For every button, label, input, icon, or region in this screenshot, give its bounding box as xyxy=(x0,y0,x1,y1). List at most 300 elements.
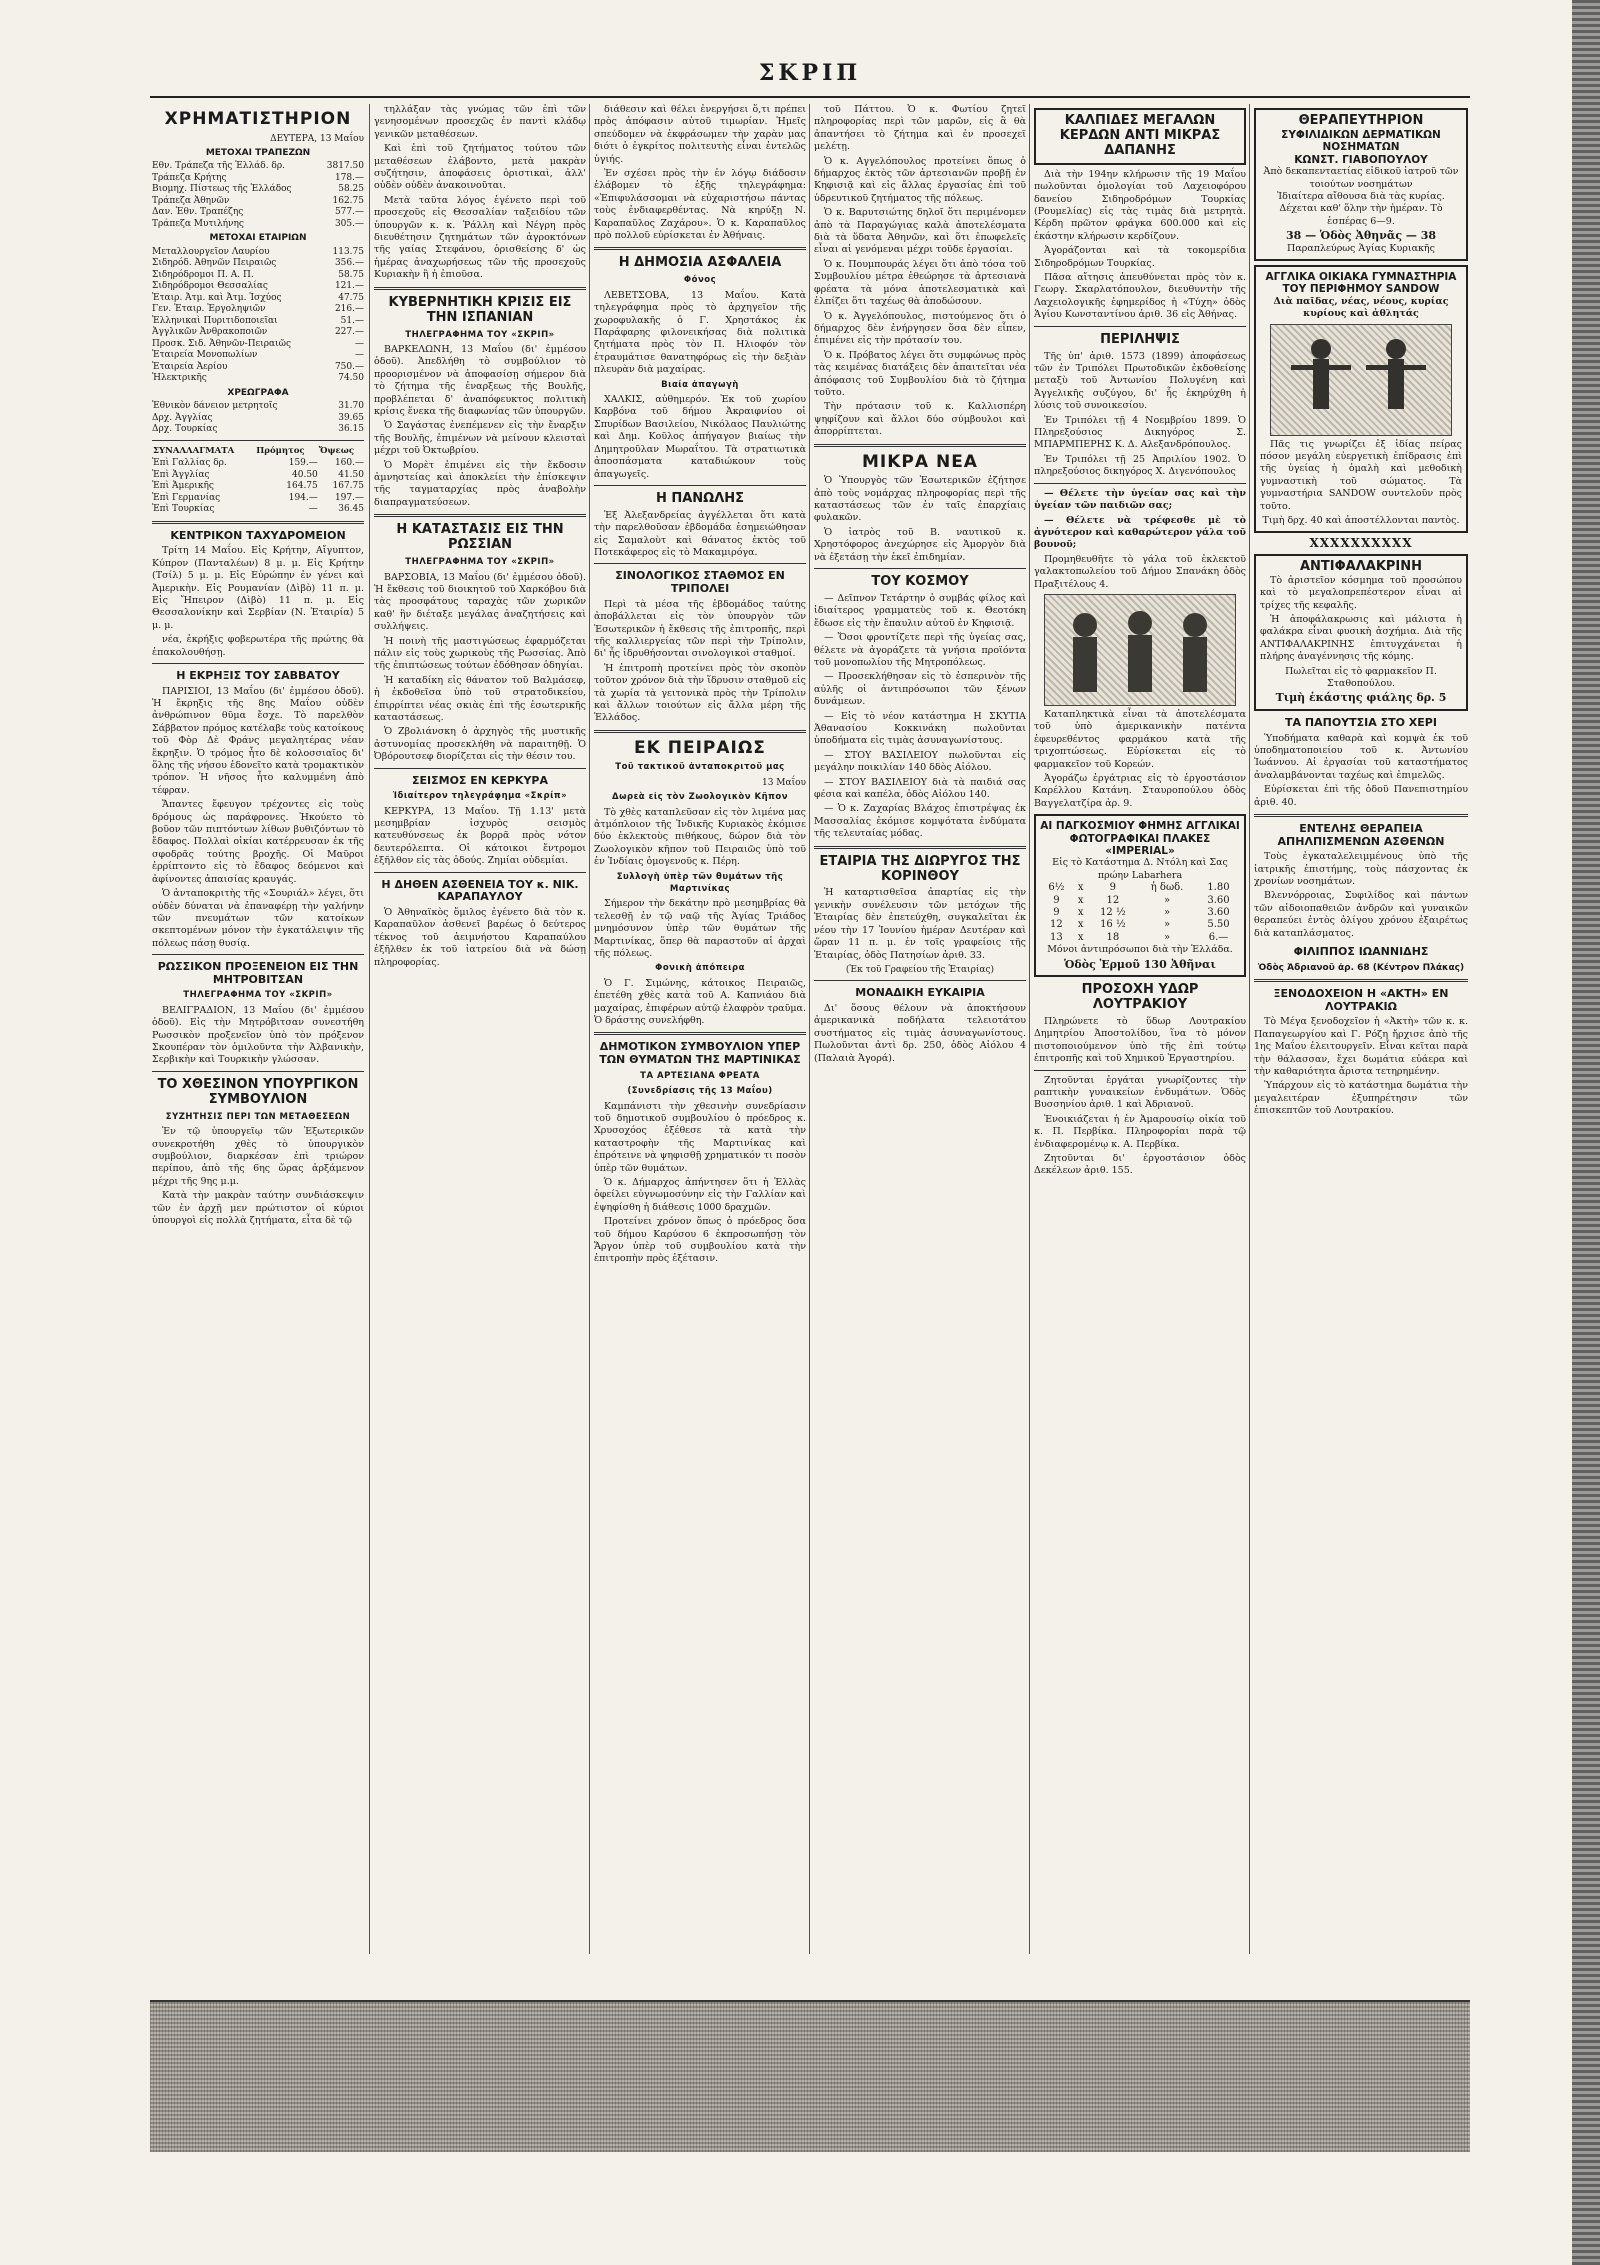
stock-date: ΔΕΥΤΕΡΑ, 13 Μαΐου xyxy=(270,133,364,144)
row-value: 178.— xyxy=(334,172,364,183)
hair-tonic-illustration xyxy=(1044,594,1236,706)
post-office-heading: ΚΕΝΤΡΙΚΟΝ ΤΑΧΥΔΡΟΜΕΙΟΝ xyxy=(170,528,346,542)
cell: 13 xyxy=(1050,931,1063,943)
divider xyxy=(594,485,806,486)
gymnastics-ad xyxy=(1254,265,1468,533)
article-paragraph: Ὁ ἀνταποκριτὴς τῆς «Σουριάλ» λέγει, ὅτι οὐδὲν δύναται νὰ ἐπαναφέρῃ τὴν γαλήνην τῶν πνευμάτων τῶν κατοίκων σκεπτομένων μόνον τὴν ἐγκατάλειψιν τῆς πόλεως πάσῃ θυσίᾳ. xyxy=(152,888,364,949)
ad-paragraph: Πληρώνετε τὸ ὕδωρ Λουτρακίου Δημητρίου Ἀποστολίδου, ἵνα τὸ μόνον πιστοποιούμενον ὑπὸ τῆς ἐπὶ τούτῳ ἐπιτροπῆς καὶ τοῦ Χημικοῦ Ἐργαστηρίου. xyxy=(1034,1015,1246,1065)
article-heading: ΜΟΝΑΔΙΚΗ ΕΥΚΑΙΡΙΑ xyxy=(855,986,985,1000)
article-paragraph: Ὁ Ζβολιάνσκη ὁ ἀρχηγὸς τῆς μυστικῆς ἀστυνομίας προσεκλήθη νὰ παραιτηθῇ. Ὁ Ὀβόρουτσεφ διορίζεται εἰς τὴν θέσιν του. xyxy=(374,726,586,763)
article-paragraph: Ὁ κ. Δήμαρχος ἀπήντησεν ὅτι ἡ Ἑλλὰς ὀφείλει εὐγνωμοσύνην εἰς τὴν Γαλλίαν καὶ ἐψηφίσθη ἡ διάθεσις 1000 δραχμῶν. xyxy=(594,1177,806,1213)
row-value: 58.25 xyxy=(338,184,364,195)
table-row xyxy=(152,458,364,470)
article-paragraph: Καὶ ἐπὶ τοῦ ζητήματος τούτου τῶν μεταθέσεων ἐλάβοντο, μετὰ μακρὰν συζήτησιν, ἀποφάσεις ὁριστικαὶ, ἀλλ' οὐδὲν οὐδὲν ἀνακοινοῦται. xyxy=(374,143,586,192)
row-value: 74.50 xyxy=(338,373,364,384)
column-2 xyxy=(374,104,586,1954)
ad-paragraph: Ἐνοικιάζεται ἡ ἐν Ἀμαρουσίῳ οἰκία τοῦ κ. Π. Περβίκα. Πληροφορίαι παρὰ τῷ ἐνδιαφερομένῳ κ. Α. Περβίκα. xyxy=(1034,1113,1246,1150)
cell: 12 xyxy=(1050,919,1063,931)
divider xyxy=(374,287,586,290)
ad-paragraph: Μόνοι ἀντιπρόσωποι διὰ τὴν Ἑλλάδα. xyxy=(1047,944,1233,956)
article-paragraph: Ὁ Μορὲτ ἐπιμένει εἰς τὴν ἔκδοσιν ἀμνηστείας καὶ ἀποκλείει τὴν ἐπίσκεψιν τῆς ταγματαρχίας πρὸς ἀναβολὴν διαπραγματεύσεων. xyxy=(374,459,586,508)
ad-subtitle: ΣΥΦΙΛΙΔΙΚΩΝ ΔΕΡΜΑΤΙΚΩΝ ΝΟΣΗΜΑΤΩΝ xyxy=(1281,128,1441,154)
column-4 xyxy=(814,104,1026,1954)
company-shares-table xyxy=(152,247,364,385)
ad-paragraph: Ζητοῦνται δι' ἐργοστάσιον ὁδὸς Δεκέλεων ἀριθ. 155. xyxy=(1034,1153,1246,1177)
divider xyxy=(152,440,364,441)
table-row xyxy=(152,281,364,293)
article-heading: ΠΡΟΣΟΧΗ ΥΔΩΡ ΛΟΥΤΡΑΚΙΟΥ xyxy=(1081,982,1199,1012)
ad-paragraph: Πᾶσα αἴτησις ἀπευθύνεται πρὸς τὸν κ. Γεωργ. Σκαρλατόπουλον, διευθυντὴν τῆς Λαχειολογικῆς ἐφημερίδος ἡ «Τύχη» ὁδὸς Ἁγίου Κωνσταντίνου ἀριθ. 36 εἰς Ἀθήνας. xyxy=(1034,272,1246,321)
article-paragraph: — ΣΤΟΥ ΒΑΣΙΛΕΙΟΥ πωλοῦνται εἰς μεγάλην ποικιλίαν 140 δδὸς Αἰόλου. xyxy=(814,749,1026,774)
ad-paragraph: Ὑπάρχουν εἰς τὸ κατάστημα δωμάτια τὴν μεγαλειτέραν ἐξυπηρέτησιν τῶν ἐπισκεπτῶν τοῦ Λουτρακίου. xyxy=(1254,1080,1468,1117)
row-label: Βιομηχ. Πίστεως τῆς Ἑλλάδος xyxy=(152,184,292,195)
article-paragraph: ΠΑΡΙΣΙΟΙ, 13 Μαΐου (δι' ἐμμέσου ὁδοῦ). Ἡ ἔκρηξις τῆς 8ης Μαΐου οὐδὲν ἀνθρώπινον θῦμα ἔσχε. Τὸ παρελθὸν Σάββατον πρόμος κατέλαβε τοὺς κατοίκους τοῦ Φὸρ Δὲ Φράνς μεγαλητέρας νέαν ἔκρηξιν. Ὁ τρόμος ἦτο δὲ κολοσσιαῖος δι' ὅλης τῆς νήσου ἐδονεῖτο κατὰ τρομακτικὸν τρόπον. Ἡ νῆσος ἦτο καλυμμένη ἀπὸ τέφραν. xyxy=(152,685,364,796)
ad-paragraph: — Θέλετε νὰ τρέφεσθε μὲ τὸ ἀγνότερον καὶ καθαρώτερον γάλα τοῦ βουνοῦ; xyxy=(1034,514,1246,551)
article-paragraph: — Ὅσοι φροντίζετε περὶ τῆς ὑγείας σας, θέλετε νὰ ἀγοράζετε τὰ γνήσια προϊόντα τοῦ μονοπωλίου τῆς Μητροπόλεως. xyxy=(814,632,1026,668)
article-paragraph: τηλλάξαν τὰς γνώμας τῶν ἐπὶ τῶν γενησομένων προσεχῶς ἐν παντὶ κλάδῳ γενικῶν μεταθέσεων. xyxy=(374,104,586,140)
cell: 12 xyxy=(1106,894,1120,906)
table-row xyxy=(152,481,364,493)
article-heading: ΤΟ ΧΘΕΣΙΝΟΝ ΥΠΟΥΡΓΙΚΟΝ ΣΥΜΒΟΥΛΙΟΝ xyxy=(157,1076,359,1107)
article-paragraph: ΒΑΡΣΟΒΙΑ, 13 Μαΐου (δι' ἐμμέσου ὁδοῦ). Ἡ ἔκθεσις τοῦ διοικητοῦ τοῦ Χαρκόβου διὰ τὰς προσφάτους ταραχὰς τῶν χωρικῶν καθ' ἣν διέταξε μεγάλας ἀναζητήσεις καὶ συλλήψεις. xyxy=(374,571,586,633)
table-row xyxy=(152,304,364,316)
fx-col-head: Ὄψεως xyxy=(318,445,354,456)
row-value: 113.75 xyxy=(332,246,364,257)
article-heading: ΜΙΚΡΑ ΝΕΑ xyxy=(862,451,978,472)
column-rule xyxy=(809,104,810,1954)
table-row xyxy=(152,493,364,505)
column-rule xyxy=(1029,104,1030,1954)
ad-name: ΚΩΝΣΤ. ΓΙΑΒΟΠΟΥΛΟΥ xyxy=(1294,153,1428,166)
row-label: Ἐπὶ Γερμανίας xyxy=(152,492,221,503)
article-heading: ΠΕΡΙΛΗΨΙΣ xyxy=(1100,331,1180,347)
row-value: 40.50 xyxy=(292,469,318,480)
table-row xyxy=(1040,907,1240,919)
column-1 xyxy=(152,104,364,1954)
divider xyxy=(374,768,586,769)
column-rule xyxy=(369,104,370,1954)
ad-paragraph: Ἀπὸ δεκαπενταετίας εἰδικοῦ ἰατροῦ τῶν τοιούτων νοσημάτων xyxy=(1263,166,1459,190)
fx-col-head: Πρόμητος xyxy=(256,445,305,456)
illustration-figures xyxy=(1045,595,1235,705)
table-row xyxy=(152,196,364,208)
article-heading: ΣΙΝΟΛΟΓΙΚΟΣ ΣΤΑΘΜΟΣ ΕΝ ΤΡΙΠΟΛΕΙ xyxy=(615,569,785,596)
column-6 xyxy=(1254,104,1468,1954)
scan-noise-band xyxy=(150,2000,1470,2152)
article-paragraph: — Προσεκλήθησαν εἰς τὸ ἐσπερινὸν τῆς αὐλῆς οἱ ἀντιπρόσωποι τῶν ξένων δυνάμεων. xyxy=(814,671,1026,708)
article-heading: Η ΚΑΤΑΣΤΑΣΙΣ ΕΙΣ ΤΗΝ ΡΩΣΣΙΑΝ xyxy=(396,522,564,553)
row-value: 750.— xyxy=(334,361,364,372)
row-label: Σιδηρόδ. Ἀθηνῶν Πειραιῶς xyxy=(152,258,277,269)
cell: 9 xyxy=(1053,894,1060,906)
row-value: 159.— xyxy=(288,458,318,469)
ad-name: ΦΙΛΙΠΠΟΣ ΙΩΑΝΝΙΔΗΣ xyxy=(1293,945,1429,959)
article-paragraph: Ἡ καταρτισθεῖσα ἀπαρτίας εἰς τὴν γενικὴν συνέλευσιν τῶν μετόχων τῆς Ἑταιρίας δὲν ἐπετεύχθη, συγκαλεῖται ἐκ νέου τὴν 17 Ἰουνίου ἡμέραν Δευτέραν καὶ ὥραν 11 π. μ. ἐν τοῖς γραφείοις τῆς Ἑταιρίας, ὁδὸς Πατησίων ἀριθ. 33. xyxy=(814,887,1026,961)
article-heading: ΞΕΝΟΔΟΧΕΙΟΝ Η «ΑΚΤΗ» ΕΝ ΛΟΥΤΡΑΚΙΩ xyxy=(1273,987,1449,1013)
cell: 12 ½ xyxy=(1100,907,1126,919)
table-row xyxy=(152,362,364,374)
article-paragraph: τοῦ Πάττου. Ὁ κ. Φωτίου ζητεῖ πληροφορίας περὶ τῶν μαρῶν, εἰς ἃ θὰ ἀπαντήσει τὸ ζήτημα καὶ ἐν προσεχεῖ μελέτῃ. xyxy=(814,104,1026,153)
table-row xyxy=(1040,882,1240,894)
cell: 6.— xyxy=(1208,931,1229,943)
ad-paragraph: Ὑποδήματα καθαρὰ καὶ κομψὰ ἐκ τοῦ ὑποδηματοποιείου τοῦ κ. Ἀντωνίου Ἰωάννου. Αἱ ἐργασίαι τοῦ καταστήματος ἀναλαμβάνονται ταχέως καὶ ἐπιμελῶς. xyxy=(1254,732,1468,781)
ad-paragraph: Παραπλεύρως Ἁγίας Κυριακῆς xyxy=(1287,242,1435,254)
table-row xyxy=(152,161,364,173)
table-row xyxy=(152,413,364,425)
hair-restorer-ad xyxy=(1254,554,1468,711)
row-label: Ἑλληνικαὶ Πυριτιδοποιεῖαι xyxy=(152,315,278,326)
ad-paragraph: Ἰδιαίτερα αἴθουσα διὰ τὰς κυρίας. Δέχεται καθ' ὅλην τὴν ἡμέραν. Τὸ ἑσπέρας 6—9. xyxy=(1277,190,1445,227)
divider xyxy=(152,954,364,955)
article-paragraph: Προτείνει χρόνον ὅπως ὁ πρόεδρος ὅσα τοῦ δήμου Καρύσου 6 ἐκπροσωπήσῃ τὸν Ἄργον ὑπὲρ τοῦ συμβουλίου κατὰ τὴν ἐπιτροπὴν πρὸς ἐξέτασιν. xyxy=(594,1216,806,1265)
row-value: 3817.50 xyxy=(326,161,364,172)
row-value: 577.— xyxy=(334,207,364,218)
bonds-heading: ΧΡΕΩΓΡΑΦΑ xyxy=(227,387,289,398)
article-paragraph: ΚΕΡΚΥΡΑ, 13 Μαΐου. Τῇ 1.13' μετὰ μεσημβρίαν ἰσχυρὸς σεισμὸς κατευθύνσεως ἐκ βορρᾶ πρὸς νότον δευτερόλεπτα. Οἱ κάτοικοι ἔντρομοι ἐξῆλθον εἰς τὰς ὁδούς. Ζημίαι οὐδεμίαι. xyxy=(374,805,586,867)
row-label: Σιδηρόδρομοι Θεσσαλίας xyxy=(152,281,268,292)
article-paragraph: Ἄπαντες ἔφευγον τρέχοντες εἰς τοὺς δρόμους ὡς παράφρονες. Ἠκούετο τὸ βοῦον τῶν πιπτόντων λίθων βυθιζόντων τὸ ἔδαφος. Πολλαὶ οἰκίαι κατέρρευσαν ἐκ τῆς σφοδρᾶς τούτης βροχῆς. Οἱ Μαῦροι ἐρρίπτοντο εἰς τὸ ἔδαφος δεόμενοι καὶ ἀφίνοντες ἀπαισίας κραυγάς. xyxy=(152,799,364,885)
ad-title: ΘΕΡΑΠΕΥΤΗΡΙΟΝ xyxy=(1298,113,1424,128)
newspaper-page xyxy=(150,60,1470,1980)
table-row xyxy=(152,247,364,259)
article-paragraph: Ὁ κ. Πουμπουράς λέγει ὅτι ἀπὸ τόσα τοῦ Συμβουλίου μέτρα ἐθεώρησε τὰ ἀρτεσιανὰ φρέατα τὰ μόνα ἀποτελεσματικὰ καὶ ἐλπίζει ὅτι ταχέως θὰ ἀποδώσουν. xyxy=(814,258,1026,308)
ad-address: 38 — Ὁδὸς Ἀθηνᾶς — 38 xyxy=(1285,229,1437,243)
cell: 1.80 xyxy=(1207,882,1230,894)
article-paragraph: Περὶ τὰ μέσα τῆς ἑβδομάδος ταύτης ἀποβάλλεται εἰς τὸν ὑπουργὸν τῶν Ἐσωτερικῶν ἡ ἔκθεσις τῆς ἐπιτροπῆς, περὶ τῆς καλλιεργείας τῶν περὶ τὴν Τρίπολιν, δι' ἧς ἱδρυθήσονται σινολογικοὶ σταθμοί. xyxy=(594,598,806,660)
divider xyxy=(594,247,806,250)
ad-paragraph: Εὑρίσκεται ἐπὶ τῆς ὁδοῦ Πανεπιστημίου ἀριθ. 40. xyxy=(1254,784,1468,808)
cell: 6½ xyxy=(1048,882,1065,894)
divider xyxy=(1034,1070,1246,1071)
table-row xyxy=(152,207,364,219)
article-paragraph: — Δεῖπνον Τετάρτην ὁ συμβάς φίλος καὶ ἰδιαίτερος γραμματεὺς τοῦ κ. Θεοτόκη ἔδωσε εἰς τὴν ἔπαυλιν αὐτοῦ ἐν Κηφισιᾷ. xyxy=(814,592,1026,629)
article-paragraph: — Εἰς τὸ νέον κατάστημα Η ΣΚΥΤΙΑ Ἀθανασίου Κοκκινάκη πωλοῦνται ὑποδήματα εἰς τιμὰς ἀσυναγωνίστους. xyxy=(814,710,1026,747)
table-row xyxy=(152,173,364,185)
ad-address: Ὁδὸς Ἀδριανοῦ ἀρ. 68 (Κέντρον Πλάκας) xyxy=(1257,962,1465,973)
table-row xyxy=(152,327,364,339)
table-row xyxy=(152,401,364,413)
divider xyxy=(594,1032,806,1035)
column-rule xyxy=(589,104,590,1954)
row-label: Ἐπὶ Γαλλίας δρ. xyxy=(152,458,227,469)
cell: x xyxy=(1077,907,1084,919)
row-value: 31.70 xyxy=(338,401,364,412)
article-paragraph: Κατὰ τὴν μακρὰν ταύτην συνδιάσκεψιν τῶν ἐν ἀρχῇ μεν πρώτιστον οἱ κύριοι ὑπουργοὶ εἰς πολλὰ ζητήματα, εἶτα δὲ τῷ xyxy=(152,1190,364,1226)
article-heading: ΔΗΜΟΤΙΚΟΝ ΣΥΜΒΟΥΛΙΟΝ ΥΠΕΡ ΤΩΝ ΘΥΜΑΤΩΝ ΤΗΣ ΜΑΡΤΙΝΙΚΑΣ xyxy=(599,1040,801,1067)
article-paragraph: Ὁ ἰατρὸς τοῦ Β. ναυτικοῦ κ. Χρηστόφορος ἀνεχώρησε εἰς Ἀμοργὸν διὰ νὰ ἐξετάσῃ τὴν ἐκεῖ ἐπιδημίαν. xyxy=(814,526,1026,563)
gymnast-illustration xyxy=(1270,324,1452,436)
firms-heading: ΜΕΤΟΧΑΙ ΕΤΑΙΡΙΩΝ xyxy=(209,233,307,244)
divider xyxy=(374,872,586,873)
row-value: 164.75 xyxy=(286,481,318,492)
article-paragraph: Δι' ὅσους θέλουν νὰ ἀποκτήσουν ἀμερικανικὰ ποδήλατα τελειοτάτου συστήματος εἰς τιμὰς ἀσυναγωνίστους. Πωλοῦνται ἀντὶ δρ. 250, ὁδὸς Αἰόλου 4 (Παλαιὰ Ἀγορά). xyxy=(814,1002,1026,1064)
row-label: Εθν. Τράπεζα τῆς Ἑλλάδ. δρ. xyxy=(152,161,285,172)
divider xyxy=(152,521,364,524)
price-table xyxy=(1040,882,1240,944)
article-paragraph: Ὁ Ὑπουργὸς τῶν Ἐσωτερικῶν ἐζήτησε ἀπὸ τοὺς νομάρχας πληροφορίας περὶ τῆς καταστάσεως τῶν ἐν ταῖς ἐπαρχίαις φυλακῶν. xyxy=(814,475,1026,524)
table-row xyxy=(152,219,364,231)
row-value: 197.— xyxy=(334,492,364,503)
article-paragraph: Ὁ Σαγάστας ἐνεπέμενεν εἰς τὴν ἔναρξιν τῆς Βουλῆς, ἐπιμένων νὰ μείνουν κλεισταὶ μέχρι τοῦ Ὀκτωβρίου. xyxy=(374,420,586,457)
signature: (Ἐκ τοῦ Γραφείου τῆς Ἑταιρίας) xyxy=(845,964,995,975)
article-heading: Η ΕΚΡΗΞΙΣ ΤΟΥ ΣΑΒΒΑΤΟΥ xyxy=(176,668,340,682)
row-label: Ἑταιρεία Μονοπωλίων xyxy=(152,350,258,361)
article-subheading: Φονικὴ ἀπόπειρα xyxy=(655,963,745,974)
article-subheading: Συλλογὴ ὑπὲρ τῶν θυμάτων τῆς Μαρτινίκας xyxy=(616,871,784,895)
article-subheading: Τοῦ τακτικοῦ ἀνταποκριτοῦ μας xyxy=(615,762,785,773)
ad-title: ΑΙ ΠΑΓΚΟΣΜΙΟΥ ΦΗΜΗΣ ΑΓΓΛΙΚΑΙ ΦΩΤΟΓΡΑΦΙΚΑΙ ΠΛΑΚΕΣ «IMPERIAL» xyxy=(1040,820,1240,857)
article-heading: ΡΩΣΣΙΚΟΝ ΠΡΟΞΕΝΕΙΟΝ ΕΙΣ ΤΗΝ ΜΗΤΡΟΒΙΤΣΑΝ xyxy=(157,960,359,986)
table-row xyxy=(1040,932,1240,944)
telegram-label: ΤΗΛΕΓΡΑΦΗΜΑ ΤΟΥ «ΣΚΡΙΠ» xyxy=(183,990,333,1001)
ad-paragraph: Πᾶς τις γνωρίζει ἐξ ἰδίας πείρας πόσον μεγάλη εὐεργετικὴ ἐπίδρασις ἐπὶ τῆς ὑγείας ἡ ὁμαλὴ καὶ μεθοδικὴ γυμναστικὴ τοῦ σώματος. Τὰ γυμναστήρια SANDOW συντελοῦν πρὸς τοῦτο. xyxy=(1260,438,1462,512)
row-value: 36.45 xyxy=(338,504,364,515)
article-subheading: (Συνεδρίασις τῆς 13 Μαΐου) xyxy=(627,1086,773,1097)
cell: 3.60 xyxy=(1207,907,1230,919)
ad-paragraph: Καταπληκτικὰ εἶναι τὰ ἀποτελέσματα τοῦ ὑπὸ ἀμερικανικὴν πατέντα ἐφευρεθέντος φαρμάκου κατὰ τῆς τριχοπτώσεως. Εὑρίσκεται εἰς τὸ φαρμακεῖον τοῦ Κορεών. xyxy=(1034,708,1246,770)
row-label: Τράπεζα Μυτιλήνης xyxy=(152,218,244,229)
divider xyxy=(814,980,1026,981)
ad-paragraph: Τιμὴ δρχ. 40 καὶ ἀποστέλλονται παντὸς. xyxy=(1262,515,1460,527)
banks-heading: ΜΕΤΟΧΑΙ ΤΡΑΠΕΖΩΝ xyxy=(205,147,311,158)
table-row xyxy=(152,373,364,385)
article-heading: Η ΔΗΜΟΣΙΑ ΑΣΦΑΛΕΙΑ xyxy=(618,255,782,271)
lottery-ad xyxy=(1034,108,1246,165)
cell: 9 xyxy=(1109,882,1117,894)
divider xyxy=(374,514,586,517)
row-label: Δαν. Ἐθν. Τραπέζης xyxy=(152,207,244,218)
table-row xyxy=(152,350,364,362)
article-subheading: Φόνος xyxy=(683,275,717,286)
row-value: — xyxy=(308,504,318,515)
cell: ἡ δωδ. xyxy=(1150,882,1184,894)
article-heading: ΕΤΑΙΡΙΑ ΤΗΣ ΔΙΩΡΥΓΟΣ ΤΗΣ ΚΟΡΙΝΘΟΥ xyxy=(819,853,1021,884)
stock-exchange-heading: ΧΡΗΜΑΤΙΣΤΗΡΙΟΝ xyxy=(164,109,352,129)
cell: 18 xyxy=(1106,931,1120,943)
divider xyxy=(814,568,1026,569)
row-value: 216.— xyxy=(334,304,364,315)
table-row xyxy=(152,293,364,305)
article-paragraph: ΛΕΒΕΤΣΟΒΑ, 13 Μαΐου. Κατὰ τηλεγράφημα πρὸς τὸ ἀρχηγεῖον τῆς χωροφυλακῆς ὁ Γ. Χρηστάκος ἐκ Παράφαρης φιλονεικήσας διὰ πολιτικὰ ζητήματα πρὸς τὸν Π. Ηλιοφόν τὸν ἐτραυμάτισε θανατηφόρως εἰς τὴν δεξιὰν πλευρὰν διὰ μαχαίρας. xyxy=(594,289,806,376)
article-paragraph: νέα, ἐκρήξις φοβερωτέρα τῆς πρώτης θὰ ἐπακολουθήσῃ. xyxy=(152,634,364,658)
article-paragraph: Τρίτη 14 Μαΐου. Εἰς Κρήτην, Αἴγυπτον, Κύπρον (Πανταλέων) 8 μ. μ. Εἰς Κρήτην (Τσίλ) 5 μ. μ. Εἰς Εὐρώπην ἐν γένει καὶ Ἀμερικὴν. Εἰς Ρουμανίαν (Δὶβὸ) 11 π. μ. Εἰς Ἤπειρον (Δὶβὸ) 11 π. μ. Εἰς Θεσσαλονίκην καὶ Σερβίαν (Ν. Ἑταιρία) 5 μ. μ. xyxy=(152,545,364,631)
article-paragraph: Ὁ κ. Αγγελόπουλος προτείνει ὅπως ὁ δήμαρχος ἐκτὸς τῶν ἀρτεσιανῶν προβῇ ἐν Κηφισιᾷ καὶ εἰς ἄλλας ἐργασίας ἐπὶ τοῦ ὑδρευτικοῦ ζητήματος τῆς πόλεως. xyxy=(814,155,1026,204)
article-paragraph: Τὸ χθὲς καταπλεῦσαν εἰς τὸν λιμένα μας ἀτμόπλοιον τῆς Ἰνδικῆς Κυριακὸς ἐκόμισε δύο ἐκλεκτοὺς πιθήκους, δώρον διὰ τὸν Ζωολογικὸν κῆπον τοῦ Πειραιῶς ὑπὸ τοῦ ἐν Ἰνδίαις ὁμογενοῦς κ. Πέρη. xyxy=(594,806,806,868)
ad-paragraph: Ἡ ἀποφάλακρωσις καὶ μάλιστα ἡ φαλάκρα εἶναι φυσικὴ ἀσχήμια. Διὰ τῆς ΑΝΤΙΦΑΛΑΚΡΙΝΗΣ ἐπιτυγχάνεται ἡ πλήρης ἀναγέννησις τῆς κόμης. xyxy=(1260,614,1462,663)
article-heading: ΣΕΙΣΜΟΣ ΕΝ ΚΕΡΚΥΡΑ xyxy=(412,773,548,787)
ad-paragraph: Ζητοῦνται ἐργάται γνωρίζοντες τὴν ραπτικὴν γυναικείων ἐνδυμάτων. Ὁδὸς Βυσσηνίου ἀριθ. 1 καὶ Ἀδριανοῦ. xyxy=(1034,1074,1246,1111)
article-paragraph: Ἐν τῷ ὑπουργεῖῳ τῶν Ἐξωτερικῶν συνεκροτήθη χθὲς τὸ ὑπουργικὸν συμβούλιον, διαρκέσαν ἐπὶ τριώρον περίπου, ἀπὸ τῆς 6ης ὥρας ἀρξάμενον μέχρι τῆς 9ης μ.μ. xyxy=(152,1126,364,1187)
divider xyxy=(1034,483,1246,484)
bonds-table xyxy=(152,401,364,436)
row-value: — xyxy=(355,350,364,361)
ad-paragraph: Πωλεῖται εἰς τὸ φαρμακεῖον Π. Σταθοπούλου. xyxy=(1285,665,1437,690)
ad-paragraph: — Θέλετε τὴν ὑγείαν σας καὶ τὴν ὑγείαν τῶν παιδιῶν σας; xyxy=(1034,487,1246,512)
article-paragraph: ΧΑΛΚΙΣ, αὐθημερόν. Ἐκ τοῦ χωρίου Καρβόνα τοῦ δήμου Ἀκραιφνίου οἱ Σπυρίδων Βασιλείου, Νικόλαος Παυλιώτης καὶ Δημ. Κοῦλος ἀπήγαγον βιαίως τὴν Δημητροῦλαν Μωραΐτου. Τὰ στρατιωτικὰ ἀποσπάσματα καταδιώκουν τοὺς ἀπαγωγεῖς. xyxy=(594,394,806,480)
article-subheading: Βιαία ἀπαγωγὴ xyxy=(661,379,739,390)
scan-edge xyxy=(1572,0,1600,2265)
ad-paragraph: Διὰ τὴν 194ην κλήρωσιν τῆς 19 Μαΐου πωλοῦνται ὁμολογίαι τοῦ Λαχειοφόρου δανείου Σιδηροδρόμων Τουρκίας (Ρουμελίας) εἰς τὰς τιμὰς διὰ μετρητὰ. Κέρδη πρῶτον φράγκα 600.000 καὶ εἰς ἐκάστην κλήρωσιν κερδίζουν. xyxy=(1034,168,1246,242)
divider xyxy=(594,563,806,564)
ad-paragraph: Εἰς τὸ Κατάστημα Δ. Ντόλη καὶ Σας πρώην Labarhera xyxy=(1052,857,1228,881)
row-label: Τράπεζα Κρήτης xyxy=(152,172,227,183)
article-paragraph: Ἡ καταδίκη εἰς θάνατον τοῦ Βαλμάσεφ, ἡ ἐκδοθεῖσα ὑπὸ τοῦ στρατοδικείου, ἐπιρρίπτει νέας σκιὰς ἐπὶ τῆς ἐσωτερικῆς καταστάσεως. xyxy=(374,674,586,723)
cell: x xyxy=(1077,931,1084,943)
table-row xyxy=(152,339,364,351)
exchange-rates-table xyxy=(152,445,364,516)
article-heading: ΚΥΒΕΡΝΗΤΙΚΗ ΚΡΙΣΙΣ ΕΙΣ ΤΗΝ ΙΣΠΑΝΙΑΝ xyxy=(388,294,572,325)
article-paragraph: Ἡ ἐπιτροπὴ προτείνει πρὸς τὸν σκοπὸν τοῦτον χρόνον διὰ τὴν ἵδρυσιν σταθμοῦ εἰς τὰ χωρία τὰ γειτονικὰ πρὸς τὴν Τρίπολιν καὶ ἄλλων τοιούτων εἰς ἄλλα μέρη τῆς Ἑλλάδος. xyxy=(594,662,806,724)
table-row xyxy=(1040,895,1240,907)
cell: 16 ½ xyxy=(1100,919,1126,931)
article-heading: ΤΟΥ ΚΟΣΜΟΥ xyxy=(871,573,969,589)
article-paragraph: Ὁ Ἀθηναϊκὸς ὅμιλος ἐγένετο διὰ τὸν κ. Καραπαῦλον ἀσθενεῖ βαρέως ὁ δεύτερος τέκνος τοῦ ἀειμνήστου Καραπαύλου ἐξῆλθεν ἐκ τοῦ ἰατρείου διὰ νὰ δώσῃ πληροφορίας. xyxy=(374,906,586,968)
article-paragraph: Ἡ ποινὴ τῆς μαστιγώσεως ἐφαρμόζεται πάλιν εἰς τοὺς χωρικοὺς τῆς Ρωσσίας. Ἀπὸ τῆς ἐπιπτώσεως τούτων ἐδόθησαν ὁδηγίαι. xyxy=(374,635,586,672)
table-row xyxy=(152,424,364,436)
row-value: 36.15 xyxy=(338,424,364,435)
row-label: Ἐπὶ Ἀμερικῆς xyxy=(152,481,214,492)
row-label: Ἐπὶ Τουρκίας xyxy=(152,504,215,515)
ad-address: Τιμὴ ἑκάστης φιάλης δρ. 5 xyxy=(1275,691,1447,705)
bank-shares-table xyxy=(152,161,364,230)
row-value: 227.— xyxy=(334,327,364,338)
row-label: Ἑταιρ. Ἀτμ. καὶ Ἀτμ. Ἰσχύος xyxy=(152,292,282,303)
cell: 5.50 xyxy=(1207,919,1230,931)
ad-subtitle: Διὰ παῖδας, νέας, νέους, κυρίας κυρίους καὶ ἀθλητάς xyxy=(1273,295,1449,320)
row-label: Ἑταιρεία Ἀερίου xyxy=(152,361,228,372)
clinic-ad xyxy=(1254,108,1468,261)
row-value: 39.65 xyxy=(338,412,364,423)
ad-paragraph: Τὸ ἀριστεῖον κόσμημα τοῦ προσώπου καὶ τὸ μεγαλοπρεπέστερον εἶναι αἱ τρίχες τῆς κεφαλῆς. xyxy=(1260,574,1462,611)
masthead: ΣΚΡΙΠ xyxy=(150,60,1470,98)
cell: » xyxy=(1163,894,1171,906)
article-paragraph: διάθεσιν καὶ θέλει ἐνεργήσει ὅ,τι πρέπει πρὸς ἀπόφασιν αὐτοῦ τιμωρίαν. Ἡμεῖς σπεύδομεν νὰ ἐκφράσωμεν τὴν χαρὰν μας διότι ὁ ἐγκρίτος πολιτευτὴς εἶναι ἐντελῶς ὑγιής. xyxy=(594,104,806,165)
article-paragraph: Τὴν πρότασιν τοῦ κ. Καλλισπέρη ψηφίζουν καὶ ἄλλοι δύο σύμβουλοι καὶ ἀπορρίπτεται. xyxy=(814,401,1026,438)
fx-heading: ΣΥΝΑΛΛΑΓΜΑΤΑ xyxy=(153,445,235,456)
article-paragraph: Ἐν σχέσει πρὸς τὴν ἐν λόγῳ διάδοσιν ἐλάβομεν τὸ ἑξῆς τηλεγράφημα: «Ἐπιφυλάσσομαι νὰ εὐχαριστήσω πάντας τοὺς ἐνδιαφερθέντας. Νὰ κηρύξῃ Ν. Καραπαῦλος Ζαχάρου». Ὁ κ. Καραπαῦλος πρὸ πολλοῦ εὑρίσκεται ἐν Ἀθήναις. xyxy=(594,168,806,242)
article-paragraph: ΒΕΛΙΓΡΑΔΙΟΝ, 13 Μαΐου (δι' ἐμμέσου ὁδοῦ). Εἰς τὴν Μητρόβιτσαν συνεστήθη Ρωσσικὸν προξενεῖον ὑπὸ τὸν πρόξενον Σκουπέραν τὸν ὁμιλοῦντα τὴν Ἀλβανικὴν, Σερβικὴν καὶ Τουρκικὴν γλώσσαν. xyxy=(152,1004,364,1066)
row-label: Σιδηρόδρομοι Π. Α. Π. xyxy=(152,269,254,280)
column-rule xyxy=(1249,104,1250,1954)
cell: » xyxy=(1163,931,1171,943)
divider xyxy=(594,730,806,733)
article-paragraph: Τῆς ὑπ' ἀριθ. 1573 (1899) ἀποφάσεως τῶν ἐν Τριπόλει Πρωτοδικῶν ἐκδοθείσης μεταξὺ τοῦ Ἀντωνίου Πολυγένη καὶ Ἀγγελικῆς συζύγου, δι' ἧς ἐκηρύχθη ἡ λύσις τοῦ συνοικεσίου. xyxy=(1034,350,1246,412)
table-row xyxy=(152,504,364,516)
photo-plates-ad xyxy=(1034,814,1246,977)
article-heading: ΕΝΤΕΛΗΣ ΘΕΡΑΠΕΙΑ ΑΠΗΛΠΙΣΜΕΝΩΝ ΑΣΘΕΝΩΝ xyxy=(1277,821,1445,848)
row-label: Ἐθνικὸν δάνειον μετρητοῖς xyxy=(152,401,278,412)
cell: 3.60 xyxy=(1207,894,1230,906)
row-label: Προσκ. Σιδ. Ἀθηνῶν-Πειραιῶς xyxy=(152,338,292,349)
divider xyxy=(1254,814,1468,817)
ad-title: ΑΝΤΙΦΑΛΑΚΡΙΝΗ xyxy=(1299,558,1423,574)
article-paragraph: Ὁ κ. Πρόβατος λέγει ὅτι συμφώνως πρὸς τὰς κειμένας διατάξεις δὲν ἀπαιτεῖται νέα ἀπόφασις τοῦ Συμβουλίου διὰ τὸ ζήτημα τοῦτο. xyxy=(814,349,1026,398)
cell: » xyxy=(1163,919,1171,931)
ad-address: Ὁδὸς Ἑρμοῦ 130 Ἀθῆναι xyxy=(1064,957,1216,971)
table-row xyxy=(152,270,364,282)
article-heading: Η ΔΗΘΕΝ ΑΣΘΕΝΕΙΑ ΤΟΥ κ. ΝΙΚ. ΚΑΡΑΠΑΥΛΟΥ xyxy=(381,877,579,904)
article-paragraph: Ἐξ Ἀλεξανδρείας ἀγγέλλεται ὅτι κατὰ τὴν παρελθοῦσαν ἑβδομάδα ἐσημειώθησαν εἰς Σαμαλοὺτ καὶ θάνατος ἐκτὸς τοῦ Ποτεκάφερος εἰς τὸ Μακαμιρόγα. xyxy=(594,509,806,559)
ad-paragraph: Ἀγοράζονται καὶ τὰ τοκομερίδια Σιδηροδρόμων Τουρκίας. xyxy=(1034,245,1246,269)
cell: » xyxy=(1163,907,1171,919)
article-paragraph: — ΣΤΟΥ ΒΑΣΙΛΕΙΟΥ διὰ τὰ παιδιά σας φέσια καὶ καπέλα, ὁδὸς Αἰόλου 140. xyxy=(814,776,1026,800)
divider xyxy=(152,663,364,664)
row-value: — xyxy=(355,338,364,349)
article-subheading: ΣΥΖΗΤΗΣΙΣ ΠΕΡΙ ΤΩΝ ΜΕΤΑΘΕΣΕΩΝ xyxy=(165,1111,351,1122)
article-paragraph: Ὁ κ. Βαρυτσιώτης δηλοῖ ὅτι περιμένομεν ἀπὸ τὰ Παραγώγιας καλὰ ἀποτελέσματα διὰ τὰ ὕδατα Ἀθηνῶν, καὶ ὅτι ἐπωφελεῖς εἶναι αἱ γενόμεναι μέχρι τοῦδε ἐργασίαι. xyxy=(814,207,1026,256)
row-value: 58.75 xyxy=(338,269,364,280)
row-label: Μεταλλουργεῖον Λαυρίου xyxy=(152,246,270,257)
column-3 xyxy=(594,104,806,1954)
row-value: 167.75 xyxy=(332,481,364,492)
telegram-label: ΤΗΛΕΓΡΑΦΗΜΑ ΤΟΥ «ΣΚΡΙΠ» xyxy=(405,329,555,340)
row-label: Ἀγγλικῶν Ἀνθρακοποιῶν xyxy=(152,327,268,338)
article-heading: ΤΑ ΠΑΠΟΥΤΣΙΑ ΣΤΟ ΧΕΡΙ xyxy=(1285,715,1437,729)
decorative-border: XXXXXXXXXX xyxy=(1309,536,1413,551)
divider xyxy=(1034,326,1246,327)
article-subheading: Ἰδιαίτερον τηλεγράφημα «Σκρίπ» xyxy=(392,791,568,802)
article-paragraph: — Ὁ κ. Ζαχαρίας Βλάχος ἐπιστρέψας ἐκ Μασσαλίας ἐκόμισε κομψότατα ἐνδύματα τῆς τελευταίας μόδας. xyxy=(814,803,1026,840)
table-row xyxy=(152,316,364,328)
row-value: 121.— xyxy=(334,281,364,292)
article-paragraph: Καμπάνιστι τὴν χθεσινὴν συνεδρίασιν τοῦ δημοτικοῦ συμβουλίου ὁ πρόεδρος κ. Χρυσοχόος ἐξέθεσε τὰ κατὰ τὴν καταστροφὴν τῆς Μαρτινίκας καὶ ἐπρότεινε νὰ ψηφισθῇ χρηματικόν τι ποσὸν ὑπὲρ τῶν θυμάτων. xyxy=(594,1100,806,1174)
article-paragraph: Μετὰ ταῦτα λόγος ἐγένετο περὶ τοῦ προσεχοῦς εἰς Θεσσαλίαν ταξειδίου τῶν ὑπουργῶν κ. κ. Ῥάλλη καὶ Νέγρη πρὸς διευθέτησιν ζητημάτων τῶν ἀγροκτόνων τῆς γαίας Στεφάνου, ὁρισθείσης δ' ὡς ἡμέρας ἀναχωρήσεως τῶν τῆς προσεχοῦς Κυριακὴν ἢ ἡ ἐπιοῦσα. xyxy=(374,194,586,281)
row-value: 194.— xyxy=(288,492,318,503)
dateline: 13 Μαΐου xyxy=(761,777,806,788)
divider xyxy=(814,846,1026,849)
article-paragraph: Ὁ κ. Ἀγγελόπουλος, πιστούμενος ὅτι ὁ δήμαρχος δὲν ἐνήργησεν ὅσα δὲν εἶπεν, ἐπιμένει εἰς τὴν πρότασίν του. xyxy=(814,310,1026,347)
cell: x xyxy=(1077,894,1084,906)
article-paragraph: Ἐν Τριπόλει τῇ 4 Νοεμβρίου 1899. Ὁ Πληρεξούσιος Δικηγόρος Σ. ΜΠΑΡΜΠΕΡΗΣ Κ. Δ. Αλεξανδρόπουλος. xyxy=(1034,414,1246,451)
ad-title: ΑΓΓΛΙΚΑ ΟΙΚΙΑΚΑ ΓΥΜΝΑΣΤΗΡΙΑ ΤΟΥ ΠΕΡΙΦΗΜΟΥ SANDOW xyxy=(1265,271,1457,296)
column-5 xyxy=(1034,104,1246,1954)
ad-paragraph: Ἀγοράζω ἐργάτριας εἰς τὸ ἐργοστάσιον Καρέλλου Κατάνη. Σταυροπούλου ὁδὸς Βαγγελατζίρα ἀρ. 9. xyxy=(1034,772,1246,809)
cell: x xyxy=(1077,882,1084,894)
row-value: 47.75 xyxy=(338,292,364,303)
ad-paragraph: Τοὺς ἐγκαταλελειμμένους ὑπὸ τῆς ἰατρικῆς ἐπιστήμης, τοὺς πάσχοντας ἐκ χρονίων νοσημάτων. xyxy=(1254,851,1468,888)
row-value: 356.— xyxy=(334,258,364,269)
divider xyxy=(152,1071,364,1072)
row-label: Τράπεζα Ἀθηνῶν xyxy=(152,195,230,206)
row-value: 160.— xyxy=(334,458,364,469)
article-heading: Η ΠΑΝΩΛΗΣ xyxy=(655,490,745,506)
article-heading: ΕΚ ΠΕΙΡΑΙΩΣ xyxy=(634,737,766,758)
row-value: 162.75 xyxy=(332,195,364,206)
article-paragraph: ΒΑΡΚΕΛΩΝΗ, 13 Μαΐου (δι' ἐμμέσου ὁδοῦ). Ἀπεδλήθη τὸ συμβούλιον τὸ προορισμένον νὰ ἀποφασίσῃ σήμερον διὰ τὸ ζήτημα τῆς ἐναρξεως τῆς Βουλῆς, προβλέπεται δ' ἀναπόφευκτος πολιτικὴ κρίσις ἕνεκα τῆς διαφωνίας τῶν ὑπουργῶν. xyxy=(374,343,586,417)
row-value: 41.50 xyxy=(338,469,364,480)
ad-title: ΚΑΛΠΙΔΕΣ ΜΕΓΑΛΩΝ ΚΕΡΔΩΝ ΑΝΤΙ ΜΙΚΡΑΣ ΔΑΠΑΝΗΣ xyxy=(1059,113,1221,158)
table-row xyxy=(152,184,364,196)
divider xyxy=(1254,979,1468,982)
telegram-label: ΤΗΛΕΓΡΑΦΗΜΑ ΤΟΥ «ΣΚΡΙΠ» xyxy=(405,557,555,568)
ad-paragraph: Προμηθευθῆτε τὸ γάλα τοῦ ἐκλεκτοῦ γαλακτοπωλείου τοῦ Δήμου Σπανάκη ὁδὸς Πραξιτέλους 4. xyxy=(1034,553,1246,590)
article-subheading: ΤΑ ΑΡΤΕΣΙΑΝΑ ΦΡΕΑΤΑ xyxy=(640,1070,760,1081)
row-label: Ἐπὶ Ἀγγλίας xyxy=(152,469,210,480)
row-value: 305.— xyxy=(334,218,364,229)
illustration-figures xyxy=(1271,325,1451,435)
table-row xyxy=(1040,919,1240,931)
table-header-row xyxy=(152,445,364,459)
divider xyxy=(814,444,1026,447)
article-paragraph: Ὁ Γ. Σιμώνης, κάτοικος Πειραιῶς, ἐπετέθη χθὲς κατὰ τοῦ Α. Καπνιάου διὰ μαχαίρας, ἐπιφέρων αὐτῷ ἐλαφρὸν τραῦμα. Ὁ δράστης συνελήφθη. xyxy=(594,977,806,1027)
ad-paragraph: Τὸ Μέγα ξενοδοχεῖον ἡ «Ἀκτὴ» τῶν κ. κ. Παπαγεωργίου καὶ Γ. Ρόζη ἤρχισε ἀπὸ τῆς 1ης Μαΐου ἐλειτουργεῖν. Εἶναι κεῖται παρὰ τὴν θάλασσαν, ἔχει δωμάτια εὐάερα καὶ τὴν καθαριότητα ἄριστα τετηρημένην. xyxy=(1254,1016,1468,1078)
table-row xyxy=(152,258,364,270)
row-label: Ἠλεκτρικῆς xyxy=(152,373,207,384)
row-label: Γεν. Ἑταιρ. Ἐργοληψιῶν xyxy=(152,304,266,315)
ad-paragraph: Βλεννόρροιας, Συφιλίδος καὶ πάντων τῶν αἰδοιοπαθειῶν ἀνδρῶν καὶ γυναικῶν θεραπεύει ἐντὸς ὀλίγου χρόνου ἐξαιρέτως διὰ καταπλάσματος. xyxy=(1254,890,1468,939)
cell: 9 xyxy=(1053,907,1060,919)
row-value: 51.— xyxy=(340,315,364,326)
